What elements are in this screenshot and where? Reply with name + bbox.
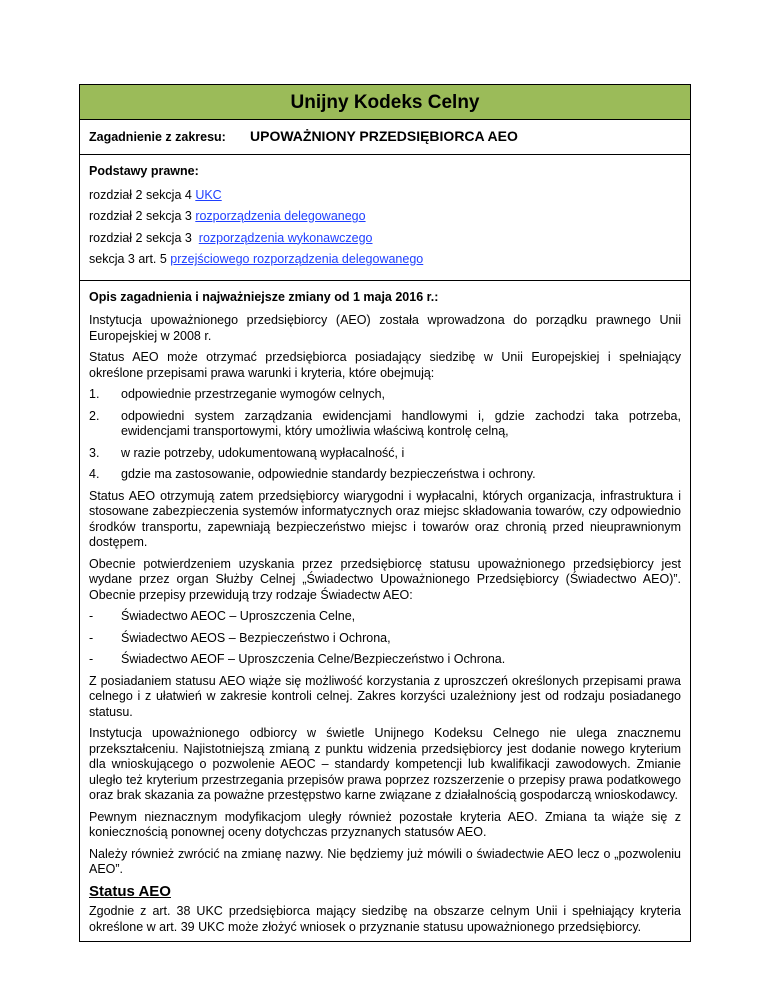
description-section	[80, 281, 690, 936]
legal-basis-heading: Podstawy prawne:	[89, 164, 199, 178]
list-item: - Świadectwo AEOF – Uproszczenia Celne/Bezpieczeństwo i Ochrona.	[89, 652, 506, 666]
description-heading: Opis zagadnienia i najważniejsze zmiany od 1 maja 2016 r.:	[89, 289, 439, 304]
list-item: 2. odpowiedni system zarządzania ewidencjami handlowymi i, gdzie zachodzi taka potrzeba, ewidencjami transportowymi, który umożliwia właściwą kontrolę celną,	[89, 408, 681, 438]
paragraph: Instytucja upoważnionego przedsiębiorcy (AEO) została wprowadzona do porządku prawnego Unii Europejskiej w 2008 r.	[89, 313, 681, 343]
link-transitional-delegated-regulation[interactable]: przejściowego rozporządzenia delegowanego	[170, 252, 424, 266]
paragraph: Status AEO może otrzymać przedsiębiorca posiadający siedzibę w Unii Europejskiej i spełniający określone przepisami prawa warunki i kryteria, które obejmują:	[89, 350, 681, 380]
paragraph: Obecnie potwierdzeniem uzyskania przez przedsiębiorcę statusu upoważnionego przedsiębiorcy jest wydane przez organ Służby Celnej „Świadectwo Upoważnionego Przedsiębiorcy (Świadectwo AEO)”. Obecnie przepisy przewidują trzy rodzaje Świadectw AEO:	[89, 556, 681, 602]
document-title: Unijny Kodeks Celny	[80, 85, 690, 120]
topic-row	[80, 120, 690, 155]
list-item: - Świadectwo AEOC – Uproszczenia Celne,	[89, 609, 356, 623]
legal-basis-section	[80, 155, 690, 281]
paragraph: Instytucja upoważnionego odbiorcy w świetle Unijnego Kodeksu Celnego nie ulega znacznemu przekształceniu. Najistotniejszą zmianą z punktu widzenia przedsiębiorcy jest dodanie nowego kryterium dla wnioskującego o pozwolenie AEOC – standardy kompetencji lub kwalifikacji zawodowych. Zmianie uległo też kryterium przestrzegania przepisów prawa poprzez rozszerzenie o przepisy prawa podatkowego oraz brak skazania za poważne przestępstwo karne związane z działalnością gospodarczą wnioskodawcy.	[89, 726, 681, 802]
link-implementing-regulation[interactable]: rozporządzenia wykonawczego	[198, 230, 373, 245]
list-item: - Świadectwo AEOS – Bezpieczeństwo i Ochrona,	[89, 630, 391, 645]
paragraph: Z posiadaniem statusu AEO wiąże się możliwość korzystania z uproszczeń określonych przepisami prawa celnego i z ułatwień w zakresie kontroli celnej. Zakres korzyści uzależniony jest od rodzaju posiadanego statusu.	[89, 673, 681, 719]
paragraph: Zgodnie z art. 38 UKC przedsiębiorca mający siedzibę na obszarze celnym Unii i spełniający kryteria określone w art. 39 UKC może złożyć wniosek o przyznanie statusu upoważnionego przedsiębiorcy.	[89, 904, 681, 934]
list-item: 4. gdzie ma zastosowanie, odpowiednie standardy bezpieczeństwa i ochrony.	[89, 467, 536, 481]
legal-basis-item: sekcja 3 art. 5 przejściowego rozporządzenia delegowanego	[89, 252, 424, 266]
legal-basis-item: rozdział 2 sekcja 3 rozporządzenia delegowanego	[89, 209, 366, 223]
link-delegated-regulation[interactable]: rozporządzenia delegowanego	[195, 209, 366, 223]
list-item: 1. odpowiednie przestrzeganie wymogów celnych,	[89, 387, 386, 401]
link-ukc[interactable]: UKC	[195, 187, 222, 202]
list-item: 3. w razie potrzeby, udokumentowaną wypłacalność, i	[89, 445, 405, 460]
paragraph: Należy również zwrócić na zmianę nazwy. Nie będziemy już mówili o świadectwie AEO lecz o „pozwoleniu AEO”.	[89, 846, 681, 876]
paragraph: Pewnym nieznacznym modyfikacjom uległy również pozostałe kryteria AEO. Zmiana ta wiąże się z koniecznością ponownej oceny dotychczas przyznanych statusów AEO.	[89, 809, 681, 839]
legal-basis-item: rozdział 2 sekcja 3 rozporządzenia wykonawczego	[89, 230, 373, 245]
paragraph: Status AEO otrzymują zatem przedsiębiorcy wiarygodni i wypłacalni, których organizacja, infrastruktura i stosowane zabezpieczenia systemów informatycznych oraz miejsc składowania towarów, czy odpowiednio środków transportu, zapewniają bezpieczeństwo miejsc i towarów oraz chronią przed nieuprawnionym dostępem.	[89, 488, 681, 549]
topic-value: UPOWAŻNIONY PRZEDSIĘBIORCA AEO	[250, 128, 518, 144]
topic-label: Zagadnienie z zakresu:	[89, 130, 226, 144]
document-table	[79, 84, 691, 942]
status-aeo-heading: Status AEO	[89, 882, 171, 900]
legal-basis-item: rozdział 2 sekcja 4 UKC	[89, 187, 222, 202]
